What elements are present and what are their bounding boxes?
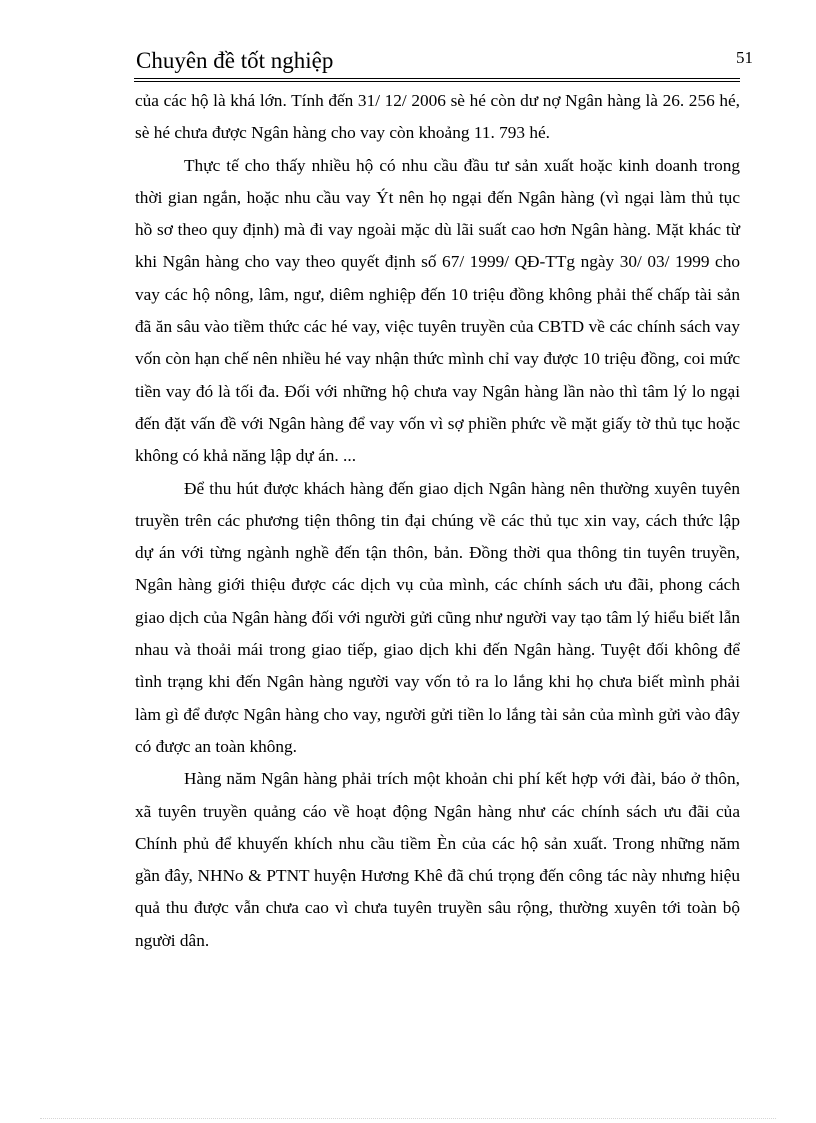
paragraph-advertising: Hàng năm Ngân hàng phải trích một khoản chi phí kết hợp với đài, báo ở thôn, xã tuyên truyền quảng cáo về hoạt động Ngân hàng như các chính sách ưu đãi của Chính phủ để khuyến khích nhu cầu tiềm Èn của các hộ sản xuất. Trong những năm gần đây, NHNo & PTNT huyện Hương Khê đã chú trọng đến công tác này nhưng hiệu quả thu được vẫn chưa cao vì chưa tuyên truyền sâu rộng, thường xuyên tới toàn bộ người dân. [135, 769, 740, 950]
header-divider-bottom [134, 81, 740, 82]
paragraph-customer-attraction: Để thu hút được khách hàng đến giao dịch Ngân hàng nên thường xuyên tuyên truyền trên các phương tiện thông tin đại chúng về các thủ tục xin vay, cách thức lập dự án với từng ngành nghề đến tận thôn, bản. Đồng thời qua thông tin tuyên truyền, Ngân hàng giới thiệu được các dịch vụ của mình, các chính sách ưu đãi, phong cách giao dịch của Ngân hàng đối với người gửi cũng như người vay tạo tâm lý hiểu biết lẫn nhau và thoải mái trong giao tiếp, giao dịch khi đến Ngân hàng. Tuyệt đối không để tình trạng khi đến Ngân hàng người vay vốn tỏ ra lo lắng khi họ chưa biết mình phải làm gì để được Ngân hàng cho vay, người gửi tiền lo lắng tài sản của mình gửi vào đây có được an toàn không. [135, 478, 740, 756]
paragraph-continuation: của các hộ là khá lớn. Tính đến 31/ 12/ 2006 sè hé còn dư nợ Ngân hàng là 26. 256 hé, sè hé chưa được Ngân hàng cho vay còn khoảng 11. 793 hé. [135, 91, 740, 143]
paragraph-borrower-needs: Thực tế cho thấy nhiều hộ có nhu cầu đầu tư sản xuất hoặc kinh doanh trong thời gian ngắn, hoặc nhu cầu vay Ýt nên họ ngại đến Ngân hàng (vì ngại làm thủ tục hồ sơ theo quy định) mà đi vay ngoài mặc dù lãi suất cao hơn Ngân hàng. Mặt khác từ khi Ngân hàng cho vay theo quyết định số 67/ 1999/ QĐ-TTg ngày 30/ 03/ 1999 cho vay các hộ nông, lâm, ngư, diêm nghiệp đến 10 triệu đồng không phải thế chấp tài sản đã ăn sâu vào tiềm thức các hé vay, việc tuyên truyền của CBTD về các chính sách vay vốn còn hạn chế nên nhiều hé vay nhận thức mình chỉ vay được 10 triệu đồng, coi mức tiền vay đó là tối đa. Đối với những hộ chưa vay Ngân hàng lần nào thì tâm lý lo ngại đến đặt vấn đề với Ngân hàng để vay vốn vì sợ phiền phức về mặt giấy tờ thủ tục hoặc không có khả năng lập dự án. ... [135, 155, 740, 466]
document-header-title: Chuyên đề tốt nghiệp [136, 48, 334, 73]
header-divider-top [134, 78, 740, 79]
page-bottom-edge [40, 1118, 776, 1119]
page-number: 51 [736, 48, 753, 67]
document-body [135, 85, 740, 957]
